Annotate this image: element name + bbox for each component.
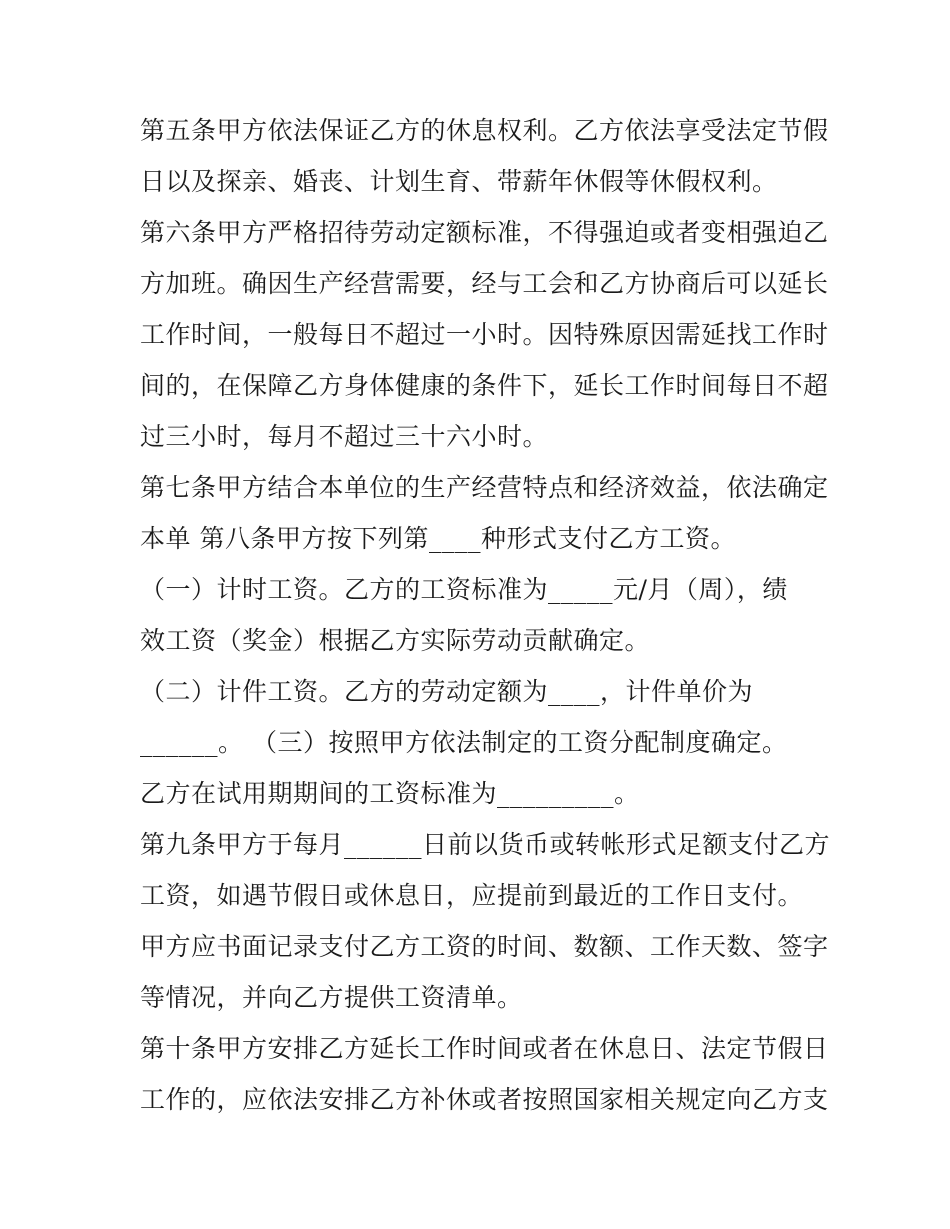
text-line: 方加班。确因生产经营需要，经与工会和乙方协商后可以延长: [140, 269, 829, 298]
text-line: 日以及探亲、婚丧、计划生育、带薪年休假等休假权利。: [140, 167, 778, 196]
text-line: 等情况，并向乙方提供工资清单。: [140, 983, 523, 1012]
text-line: ______。 （三）按照甲方依法制定的工资分配制度确定。: [140, 728, 788, 757]
document-body: [140, 105, 831, 1125]
text-line: 工资，如遇节假日或休息日，应提前到最近的工作日支付。: [140, 881, 804, 910]
text-line: 工作的，应依法安排乙方补休或者按照国家相关规定向乙方支: [140, 1085, 829, 1114]
text-line: （一）计时工资。乙方的工资标准为_____元/月（周），绩: [140, 575, 788, 604]
text-line: （二）计件工资。乙方的劳动定额为____，计件单价为: [140, 677, 754, 706]
text-line: 第十条甲方安排乙方延长工作时间或者在休息日、法定节假日: [140, 1034, 829, 1063]
text-line: 第五条甲方依法保证乙方的休息权利。乙方依法享受法定节假: [140, 116, 829, 145]
text-line: 工作时间，一般每日不超过一小时。因特殊原因需延找工作时: [140, 320, 829, 349]
text-line: 效工资（奖金）根据乙方实际劳动贡献确定。: [140, 626, 651, 655]
text-line: 本单 第八条甲方按下列第____种形式支付乙方工资。: [140, 524, 736, 553]
text-line: 甲方应书面记录支付乙方工资的时间、数额、工作天数、签字: [140, 932, 829, 961]
text-line: 第六条甲方严格招待劳动定额标准，不得强迫或者变相强迫乙: [140, 218, 829, 247]
text-line: 间的，在保障乙方身体健康的条件下，延长工作时间每日不超: [140, 371, 829, 400]
text-line: 乙方在试用期期间的工资标准为_________。: [140, 779, 640, 808]
text-line: 第九条甲方于每月______日前以货币或转帐形式足额支付乙方: [140, 830, 831, 859]
text-line: 过三小时，每月不超过三十六小时。: [140, 422, 549, 451]
text-line: 第七条甲方结合本单位的生产经营特点和经济效益，依法确定: [140, 473, 829, 502]
